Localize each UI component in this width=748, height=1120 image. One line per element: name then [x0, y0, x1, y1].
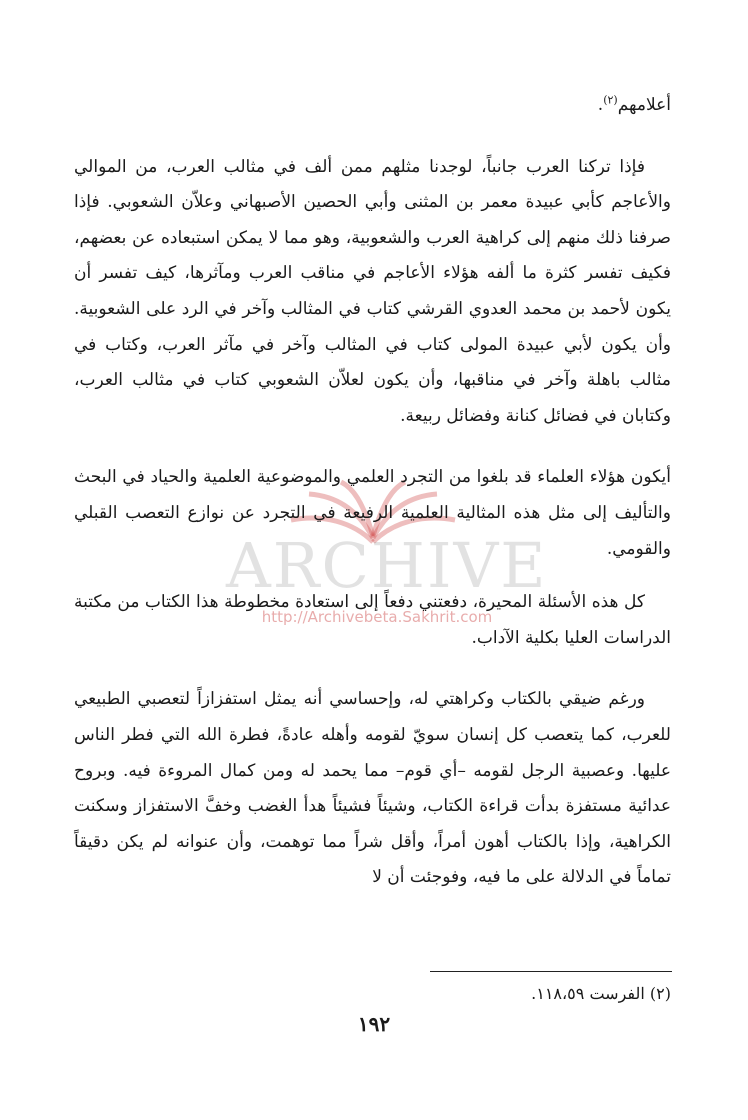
- paragraph-1-text: أعلامهم: [617, 95, 671, 115]
- paragraph-1-end: .: [597, 95, 604, 115]
- paragraph-2: فإذا تركنا العرب جانباً، لوجدنا مثلهم ممن ألف في مثالب العرب، من الموالي والأعاجم كأبي عبيدة معمر بن المثنى وأبي الحصين الأصبهاني وعلاّن الشعوبي. فإذا صرفنا ذلك منهم إلى كراهية العرب والشعوبية، وهو مما لا يمكن استبعاده عن بعضهم، فكيف تفسر كثرة ما ألفه هؤلاء الأعاجم في مناقب العرب ومآثرها، كيف تفسر أن يكون لأحمد بن محمد العدوي القرشي كتاب في المثالب وآخر في الرد على الشعوبية. وأن يكون لأبي عبيدة المولى كتاب في المثالب وآخر في مآثر العرب، وكتاب في مثالب باهلة وآخر في مناقبها، وأن يكون لعلاّن الشعوبي كتاب في مثالب العرب، وكتابان في فضائل كنانة وفضائل ربيعة.: [74, 156, 671, 426]
- watermark-title: ARCHIVE: [226, 529, 548, 602]
- footnote-divider: [430, 971, 672, 972]
- paragraph-1: [74, 88, 671, 124]
- paragraph-4: كل هذه الأسئلة المحيرة، دفعتني دفعاً إلى استعادة مخطوطة هذا الكتاب من مكتبة الدراسات العليا بكلية الآداب.: [74, 592, 671, 648]
- body-text: [74, 88, 671, 896]
- watermark-url: http://Archivebeta.Sakhrit.com: [261, 608, 493, 626]
- footnote: (٢) الفرست ١١٨،٥٩.: [531, 984, 671, 1003]
- paragraph-5: ورغم ضيقي بالكتاب وكراهتي له، وإحساسي أنه يمثل استفزازاً لتعصبي الطبيعي للعرب، كما يتعصب كل إنسان سويّ لقومه وأهله عادةً، فطرة الله التي فطر الناس عليها. وعصبية الرجل لقومه –أي قوم– مما يحمد له ومن كمال المروءة فيه. وبروح عدائية مستفزة بدأت قراءة الكتاب، وشيئاً فشيئاً هدأ الغضب وخفَّ الاستفزاز وسكنت الكراهية، وإذا بالكتاب أهون أمراً، وأقل شراً مما توهمت، وأن عنوانه لم يكن دقيقاً تماماً في الدلالة على ما فيه، وفوجئت أن لا: [74, 689, 671, 888]
- paragraph-3: أيكون هؤلاء العلماء قد بلغوا من التجرد العلمي والموضوعية العلمية والحياد في البحث والتأليف إلى مثل هذه المثالية العلمية الرفيعة في التجرد عن نوازع التعصب القبلي والقومي.: [74, 467, 671, 559]
- footnote-ref: (٢): [603, 93, 618, 107]
- page-number: ١٩٢: [357, 1012, 391, 1036]
